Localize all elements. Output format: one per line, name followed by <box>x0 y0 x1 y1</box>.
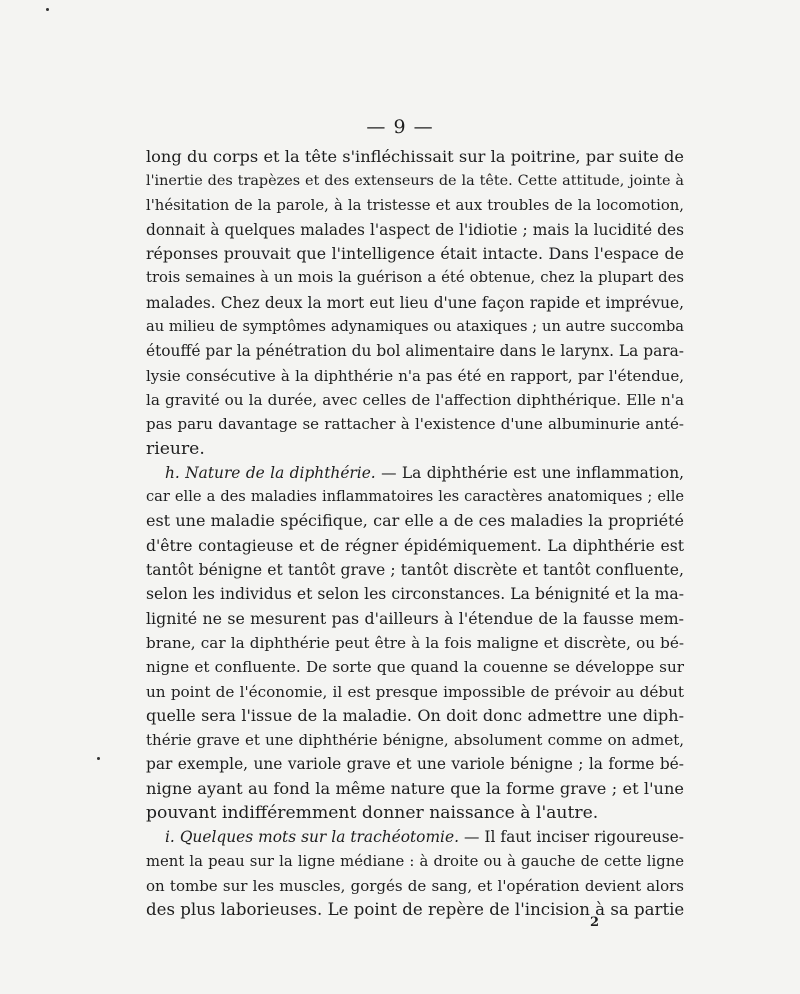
dust-speck <box>97 757 100 760</box>
line-text: quelle sera l'issue de la maladie. On doit donc admettre une diph- <box>146 705 684 725</box>
text-line <box>146 607 684 631</box>
text-line <box>146 777 684 801</box>
text-line <box>146 801 684 825</box>
line-text: malades. Chez deux la mort eut lieu d'une façon rapide et imprévue, <box>146 293 684 312</box>
line-text: long du corps et la tête s'infléchissait sur la poitrine, par suite de <box>146 147 684 166</box>
text-line <box>146 582 684 606</box>
text-line <box>146 461 684 485</box>
text-line <box>146 339 684 363</box>
text-line <box>146 752 684 776</box>
line-text: au milieu de symptômes adynamiques ou ataxiques ; un autre succomba <box>146 318 684 336</box>
text-line <box>146 558 684 582</box>
line-text: — Il faut inciser rigoureuse- <box>458 828 684 847</box>
line-text: lignité ne se mesurent pas d'ailleurs à l'étendue de la fausse mem- <box>146 608 684 628</box>
text-line <box>146 825 684 849</box>
text-line <box>146 145 684 169</box>
text-line <box>146 266 684 290</box>
line-text: on tombe sur les muscles, gorgés de sang, et l'opération devient alors <box>146 876 684 895</box>
text-line <box>146 631 684 655</box>
line-text: lysie consécutive à la diphthérie n'a pas été en rapport, par l'étendue, <box>146 366 684 385</box>
line-text: selon les individus et selon les circonstances. La bénignité et la ma- <box>146 585 684 604</box>
line-text: brane, car la diphthérie peut être à la fois maligne et discrète, ou bé- <box>146 633 684 652</box>
text-line <box>146 412 684 436</box>
text-line <box>146 437 684 461</box>
text-line <box>146 728 684 752</box>
text-line <box>146 704 684 728</box>
text-line <box>146 169 684 193</box>
line-text: car elle a des maladies inflammatoires les caractères anatomiques ; elle <box>146 488 684 506</box>
signature-mark: 2 <box>590 915 600 930</box>
text-line <box>146 534 684 558</box>
text-line <box>146 315 684 339</box>
line-text: thérie grave et une diphthérie bénigne, absolument comme on admet, <box>146 731 684 750</box>
text-line <box>146 898 684 922</box>
line-text: ment la peau sur la ligne médiane : à droite ou à gauche de cette ligne <box>146 852 684 870</box>
line-text: donnait à quelques malades l'aspect de l'idiotie ; mais la lucidité des <box>146 220 684 239</box>
text-line <box>146 509 684 533</box>
line-text: trois semaines à un mois la guérison a été obtenue, chez la plupart des <box>146 269 684 287</box>
text-line <box>146 242 684 266</box>
section-title: i. Quelques mots sur la trachéotomie. <box>165 828 459 847</box>
line-text: d'être contagieuse et de régner épidémiquement. La diphthérie est <box>146 536 684 555</box>
text-line <box>146 680 684 704</box>
line-text: — La diphthérie est une inflammation, <box>375 463 684 482</box>
line-text: un point de l'économie, il est presque impossible de prévoir au début <box>146 682 684 701</box>
line-text: tantôt bénigne et tantôt grave ; tantôt discrète et tantôt confluente, <box>146 561 684 580</box>
text-line <box>146 850 684 874</box>
text-line <box>146 874 684 898</box>
line-text: nigne ayant au fond la même nature que la forme grave ; et l'une <box>146 778 684 798</box>
line-text: par exemple, une variole grave et une variole bénigne ; la forme bé- <box>146 755 684 774</box>
line-text: pouvant indifféremment donner naissance à l'autre. <box>146 803 599 824</box>
section-title: h. Nature de la diphthérie. <box>165 463 376 482</box>
dust-speck <box>46 8 49 11</box>
line-text: étouffé par la pénétration du bol alimentaire dans le larynx. La para- <box>146 342 684 361</box>
line-text: nigne et confluente. De sorte que quand la couenne se développe sur <box>146 658 684 677</box>
body-text <box>146 145 684 923</box>
text-line <box>146 194 684 218</box>
line-text: l'inertie des trapèzes et des extenseurs de la tête. Cette attitude, jointe à <box>146 173 684 190</box>
text-line <box>146 364 684 388</box>
line-text: réponses prouvait que l'intelligence était intacte. Dans l'espace de <box>146 244 684 264</box>
text-line <box>146 388 684 412</box>
line-text: l'hésitation de la parole, à la tristesse et aux troubles de la locomotion, <box>146 196 684 214</box>
line-text: rieure. <box>146 438 205 459</box>
page-number: — 9 — <box>366 116 434 138</box>
text-line <box>146 655 684 679</box>
line-text: des plus laborieuses. Le point de repère de l'incision à sa partie <box>146 900 685 920</box>
line-text: pas paru davantage se rattacher à l'existence d'une albuminurie anté- <box>146 415 684 434</box>
line-text: est une maladie spécifique, car elle a de ces maladies la propriété <box>146 511 684 531</box>
text-line <box>146 218 684 242</box>
text-line <box>146 291 684 315</box>
text-line <box>146 485 684 509</box>
line-text: la gravité ou la durée, avec celles de l'affection diphthérique. Elle n'a <box>146 390 684 409</box>
